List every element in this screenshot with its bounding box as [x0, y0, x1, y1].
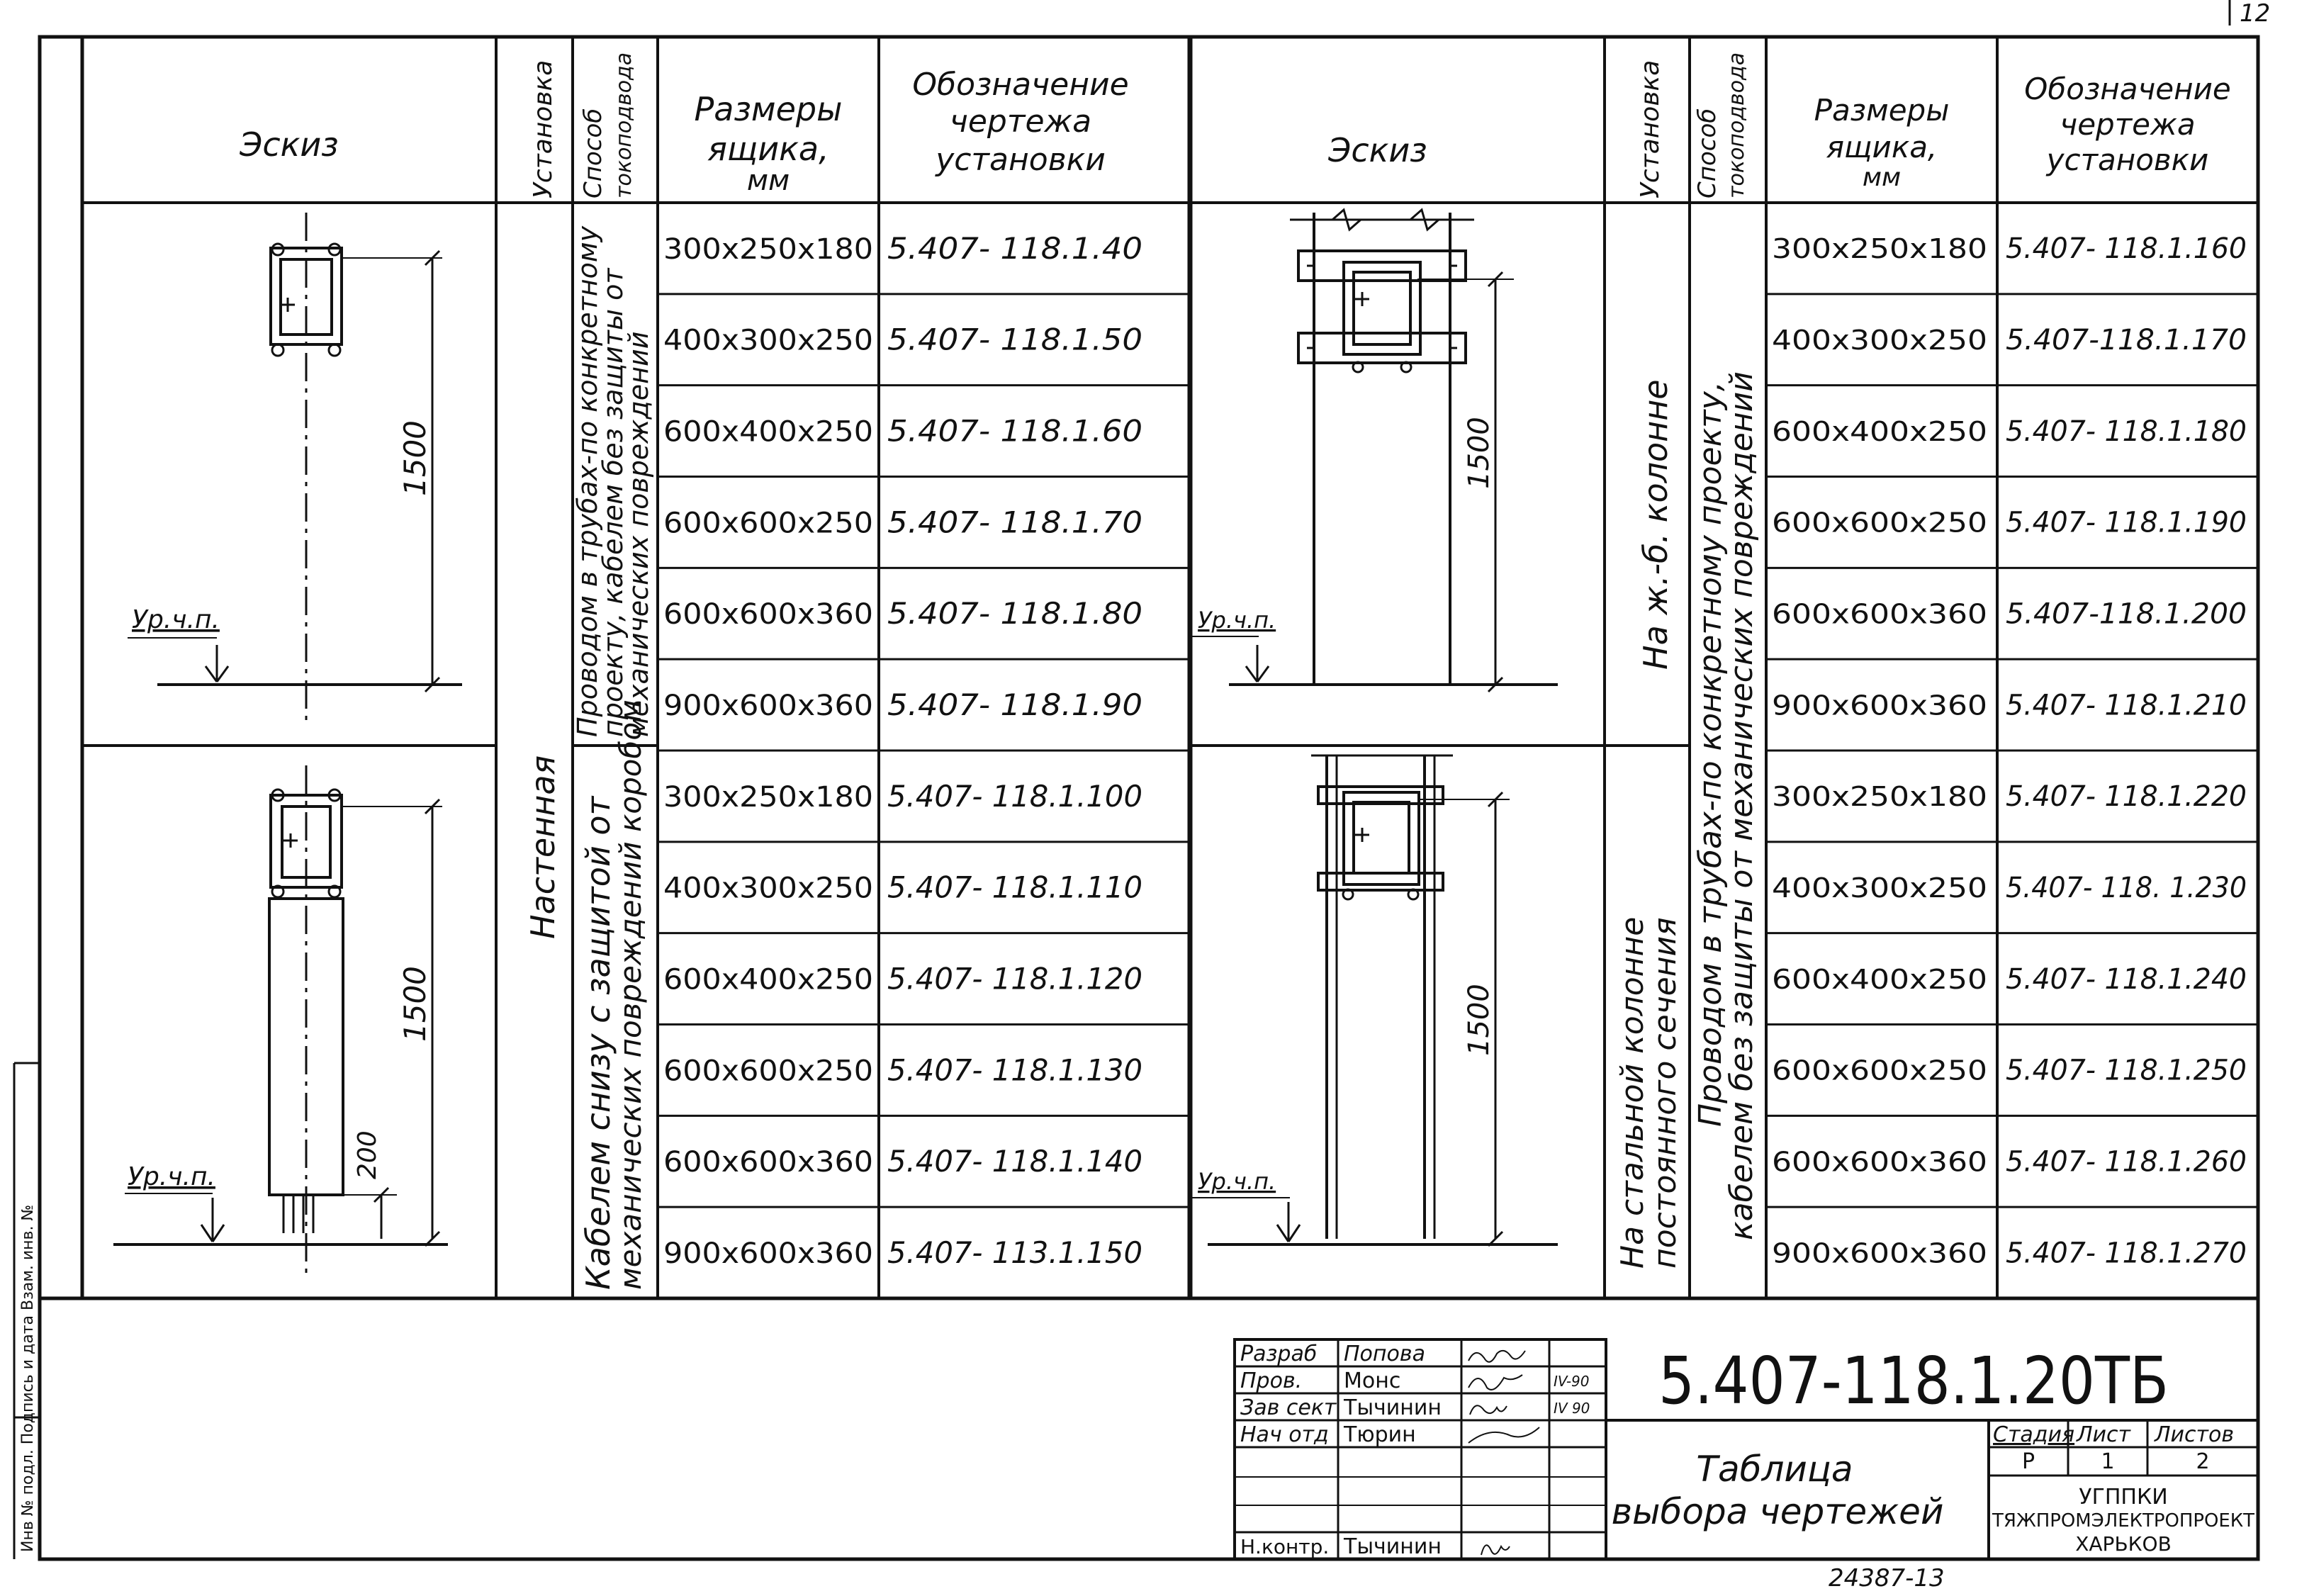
right-sketch-header: Эскиз — [1328, 131, 1427, 169]
right-mount-2-line1: На стальной колонне — [1614, 916, 1651, 1269]
right-sketch-concrete-column — [1192, 210, 1558, 692]
right-feed-line1: Проводом в трубах-по конкретному проекту, — [1692, 381, 1729, 1127]
box-size-cell: 600х600х360 — [1772, 598, 1987, 630]
size-header-1: Размеры — [694, 90, 843, 128]
left-dim-1500-a: 1500 — [398, 420, 432, 496]
drawing-code-cell: 5.407- 118.1.180 — [2006, 415, 2247, 448]
title-block — [14, 37, 2258, 1592]
feed-header-1: Способ — [579, 108, 607, 198]
right-feed-header-1: Способ — [1693, 108, 1722, 198]
box-size-cell: 600х600х250 — [663, 1055, 873, 1088]
mount-header: Установка — [529, 60, 558, 198]
right-dim-1500-b: 1500 — [1463, 984, 1495, 1056]
signer-name-3: Тычинин — [1344, 1395, 1442, 1420]
title-line2: выбора чертежей — [1611, 1491, 1944, 1532]
box-size-cell: 600х600х250 — [1772, 507, 1987, 539]
box-size-cell: 400х300х250 — [1772, 872, 1987, 904]
right-drawing-header-3: установки — [2046, 142, 2209, 177]
drawing-code-cell: 5.407- 118.1.260 — [2006, 1145, 2247, 1179]
signer-role-1: Разраб — [1240, 1342, 1318, 1366]
org-line3: ХАРЬКОВ — [2075, 1532, 2172, 1556]
left-level-label-a: Ур.ч.п. — [132, 605, 220, 634]
box-size-cell: 600х600х360 — [663, 598, 873, 631]
doc-code: 5.407-118.1.20ТБ — [1658, 1343, 2169, 1419]
sheet-value: 1 — [2101, 1449, 2115, 1474]
title-line1: Таблица — [1696, 1449, 1853, 1490]
right-size-header-1: Размеры — [1814, 93, 1950, 128]
signer-role-5: Н.контр. — [1240, 1535, 1330, 1558]
size-header-2: ящика, — [707, 130, 829, 168]
drawing-code-cell: 5.407- 113.1.150 — [887, 1235, 1142, 1270]
org-line2: ТЯЖПРОМЭЛЕКТРОПРОЕКТ — [1992, 1510, 2255, 1532]
box-size-cell: 300х250х180 — [663, 780, 873, 814]
box-size-cell: 300х250х180 — [663, 232, 873, 266]
right-mount-1: На ж.-б. колонне — [1636, 379, 1675, 670]
left-feed-2-line2: механических повреждений коробом — [613, 699, 648, 1290]
sketch-header: Эскиз — [240, 125, 339, 164]
signer-name-1: Попова — [1344, 1342, 1425, 1366]
box-size-cell: 600х400х250 — [1772, 415, 1987, 447]
drawing-code-cell: 5.407- 118.1.100 — [887, 778, 1142, 814]
left-mount-label: Настенная — [524, 755, 562, 939]
box-size-cell: 400х300х250 — [663, 324, 873, 357]
box-size-cell: 600х600х250 — [663, 507, 873, 540]
drawing-code-cell: 5.407- 118.1.50 — [887, 322, 1142, 357]
right-feed-line2: кабелем без защиты от механических повреждений — [1724, 371, 1760, 1240]
sheets-value: 2 — [2196, 1449, 2210, 1474]
drawing-code-cell: 5.407- 118.1.250 — [2006, 1054, 2247, 1087]
stage-label: Стадия — [1993, 1422, 2075, 1447]
left-feed-2-line1: Кабелем снизу с защитой от — [579, 796, 617, 1290]
drawing-code-cell: 5.407- 118.1.130 — [887, 1052, 1142, 1088]
right-drawing-header-2: чертежа — [2060, 107, 2196, 142]
drawing-header-2: чертежа — [949, 103, 1092, 140]
drawing-code-cell: 5.407- 118.1.110 — [887, 870, 1142, 905]
signatures — [1468, 1351, 1539, 1555]
drawing-code-cell: 5.407- 118.1.270 — [2006, 1237, 2247, 1270]
right-size-header-3: мм — [1862, 163, 1902, 192]
left-feed-1-line3: механических повреждений — [623, 331, 654, 737]
left-sketch-duct-box — [113, 765, 448, 1276]
right-drawing-header-1: Обозначение — [2024, 72, 2231, 106]
signer-date-3: IV 90 — [1554, 1400, 1590, 1417]
box-size-cell: 600х400х250 — [663, 963, 873, 996]
drawing-code-cell: 5.407- 118.1.90 — [887, 687, 1142, 722]
box-size-cell: 600х600х360 — [663, 1146, 873, 1179]
right-table — [1189, 37, 2258, 1298]
left-sketch-wall-box — [128, 213, 462, 721]
right-mount-2-line2: постоянного сечения — [1647, 917, 1683, 1269]
signer-name-4: Тюрин — [1344, 1422, 1416, 1447]
box-size-cell: 600х400х250 — [663, 415, 873, 449]
drawing-code-cell: 5.407- 118.1.140 — [887, 1144, 1142, 1179]
drawing-code-cell: 5.407- 118.1.60 — [887, 413, 1142, 449]
box-size-cell: 400х300х250 — [663, 872, 873, 905]
signer-date-2: IV-90 — [1554, 1373, 1590, 1390]
box-size-cell: 400х300х250 — [1772, 324, 1987, 356]
drawing-code-cell: 5.407- 118.1.120 — [887, 961, 1142, 996]
sheet-label: Лист — [2077, 1422, 2131, 1447]
drawing-code-cell: 5.407- 118. 1.230 — [2006, 871, 2247, 904]
left-table — [82, 37, 1191, 1298]
drawing-code-cell: 5.407-118.1.200 — [2006, 597, 2247, 631]
stage-value: Р — [2021, 1449, 2035, 1474]
drawing-code-cell: 5.407- 118.1.220 — [2006, 780, 2247, 814]
box-size-cell: 600х600х250 — [1772, 1055, 1987, 1086]
left-edge-stamp: Инв № подл. Подпись и дата Взам. инв. № — [19, 1204, 37, 1552]
right-mount-header: Установка — [1636, 60, 1665, 198]
signer-role-3: Зав сект — [1240, 1395, 1337, 1420]
sheets-label: Листов — [2155, 1422, 2235, 1447]
box-size-cell: 300х250х180 — [1772, 781, 1987, 813]
left-feed-1-line1: Проводом в трубах-по конкретному — [572, 225, 603, 737]
drawing-code-cell: 5.407- 118.1.210 — [2006, 689, 2247, 722]
box-size-cell: 900х600х360 — [663, 1237, 873, 1270]
feed-header-2: токоподвода — [612, 52, 636, 198]
right-level-label-b: Ур.ч.п. — [1198, 1168, 1276, 1195]
right-sketch-steel-column — [1192, 755, 1558, 1246]
box-size-cell: 600х600х360 — [1772, 1146, 1987, 1178]
left-dim-1500-b: 1500 — [398, 966, 432, 1042]
box-size-cell: 600х400х250 — [1772, 963, 1987, 995]
drawing-code-cell: 5.407- 118.1.70 — [887, 505, 1142, 540]
box-size-cell: 900х600х360 — [1772, 1237, 1987, 1269]
drawing-code-cell: 5.407- 118.1.160 — [2006, 232, 2247, 266]
drawing-code-cell: 5.407- 118.1.240 — [2006, 962, 2247, 996]
drawing-code-cell: 5.407- 118.1.80 — [887, 596, 1142, 631]
box-size-cell: 900х600х360 — [1772, 690, 1987, 721]
signer-name-5: Тычинин — [1344, 1534, 1442, 1559]
org-line1: УГППКИ — [2079, 1485, 2168, 1510]
left-feed-1-line2: проекту, кабелем без защиты от — [597, 268, 629, 737]
left-dim-200: 200 — [353, 1130, 382, 1179]
left-level-label-b: Ур.ч.п. — [128, 1162, 215, 1191]
size-header-3: мм — [746, 164, 790, 197]
bottom-number: 24387-13 — [1829, 1564, 1945, 1592]
right-size-header-2: ящика, — [1826, 130, 1938, 164]
right-level-label-a: Ур.ч.п. — [1198, 607, 1276, 634]
corner-sheet-number: 12 — [2240, 0, 2271, 28]
drawing-code-cell: 5.407-118.1.170 — [2006, 323, 2247, 356]
drawing-code-cell: 5.407- 118.1.190 — [2006, 506, 2247, 539]
drawing-header-1: Обозначение — [912, 67, 1129, 103]
box-size-cell: 300х250х180 — [1772, 233, 1987, 265]
drawing-header-3: установки — [936, 142, 1106, 178]
signer-role-2: Пров. — [1240, 1369, 1303, 1393]
box-size-cell: 900х600х360 — [663, 689, 873, 722]
signer-role-4: Нач отд — [1240, 1422, 1329, 1447]
drawing-code-cell: 5.407- 118.1.40 — [887, 230, 1142, 266]
right-feed-header-2: токоподвода — [1724, 52, 1749, 198]
signer-name-2: Монс — [1344, 1369, 1401, 1393]
right-dim-1500-a: 1500 — [1463, 417, 1495, 489]
